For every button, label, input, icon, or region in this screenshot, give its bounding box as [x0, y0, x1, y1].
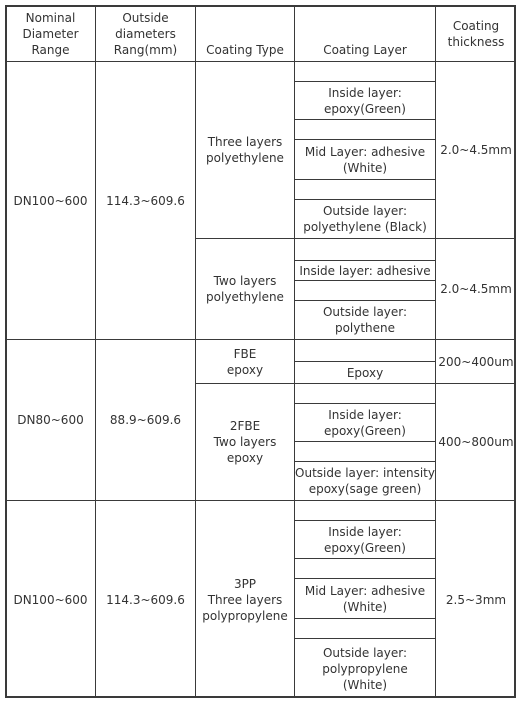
spacer-row [294, 558, 435, 578]
spacer-row [294, 61, 435, 81]
group-2-diameter-range: DN80~600 [5, 339, 95, 500]
spacer-row [294, 383, 435, 403]
header-outside-diameter: Outside diameters Rang(mm) [95, 5, 195, 61]
thickness-cell: 2.0~4.5mm [435, 238, 516, 339]
coating-type-three-layer-pe: Three layers polyethylene [195, 61, 294, 238]
header-nominal-diameter: Nominal Diameter Range [5, 5, 95, 61]
header-coating-thickness: Coating thickness [435, 5, 516, 61]
layer-cell: Epoxy [294, 361, 435, 383]
group-3-diameter-range: DN100~600 [5, 500, 95, 698]
layer-cell: Mid Layer: adhesive (White) [294, 578, 435, 618]
coating-type-two-layer-pe: Two layers polyethylene [195, 238, 294, 339]
thickness-cell: 200~400um [435, 339, 516, 383]
header-coating-layer: Coating Layer [294, 5, 435, 61]
layer-cell: Inside layer: epoxy(Green) [294, 81, 435, 119]
layer-cell: Outside layer: polyethylene (Black) [294, 199, 435, 238]
thickness-cell: 400~800um [435, 383, 516, 500]
spacer-row [294, 119, 435, 139]
spacer-row [294, 179, 435, 199]
layer-cell: Inside layer: epoxy(Green) [294, 403, 435, 441]
spacer-row [294, 339, 435, 361]
thickness-cell: 2.5~3mm [435, 500, 516, 698]
spacer-row [294, 238, 435, 260]
group-2-outside-range: 88.9~609.6 [95, 339, 195, 500]
group-1-outside-range: 114.3~609.6 [95, 61, 195, 339]
group-1-diameter-range: DN100~600 [5, 61, 95, 339]
thickness-cell: 2.0~4.5mm [435, 61, 516, 238]
coating-type-2fbe: 2FBE Two layers epoxy [195, 383, 294, 500]
layer-cell: Inside layer: adhesive [294, 260, 435, 280]
group-3-outside-range: 114.3~609.6 [95, 500, 195, 698]
coating-spec-table [5, 5, 516, 698]
spacer-row [294, 500, 435, 520]
layer-cell: Outside layer: intensity epoxy(sage green) [294, 461, 435, 500]
coating-type-3pp: 3PP Three layers polypropylene [195, 500, 294, 698]
layer-cell: Mid Layer: adhesive (White) [294, 139, 435, 179]
spacer-row [294, 280, 435, 300]
spacer-row [294, 441, 435, 461]
header-coating-type: Coating Type [195, 5, 294, 61]
coating-type-fbe: FBE epoxy [195, 339, 294, 383]
layer-cell: Inside layer: epoxy(Green) [294, 520, 435, 558]
layer-cell: Outside layer: polythene [294, 300, 435, 339]
layer-cell: Outside layer: polypropylene (White) [294, 638, 435, 698]
spacer-row [294, 618, 435, 638]
